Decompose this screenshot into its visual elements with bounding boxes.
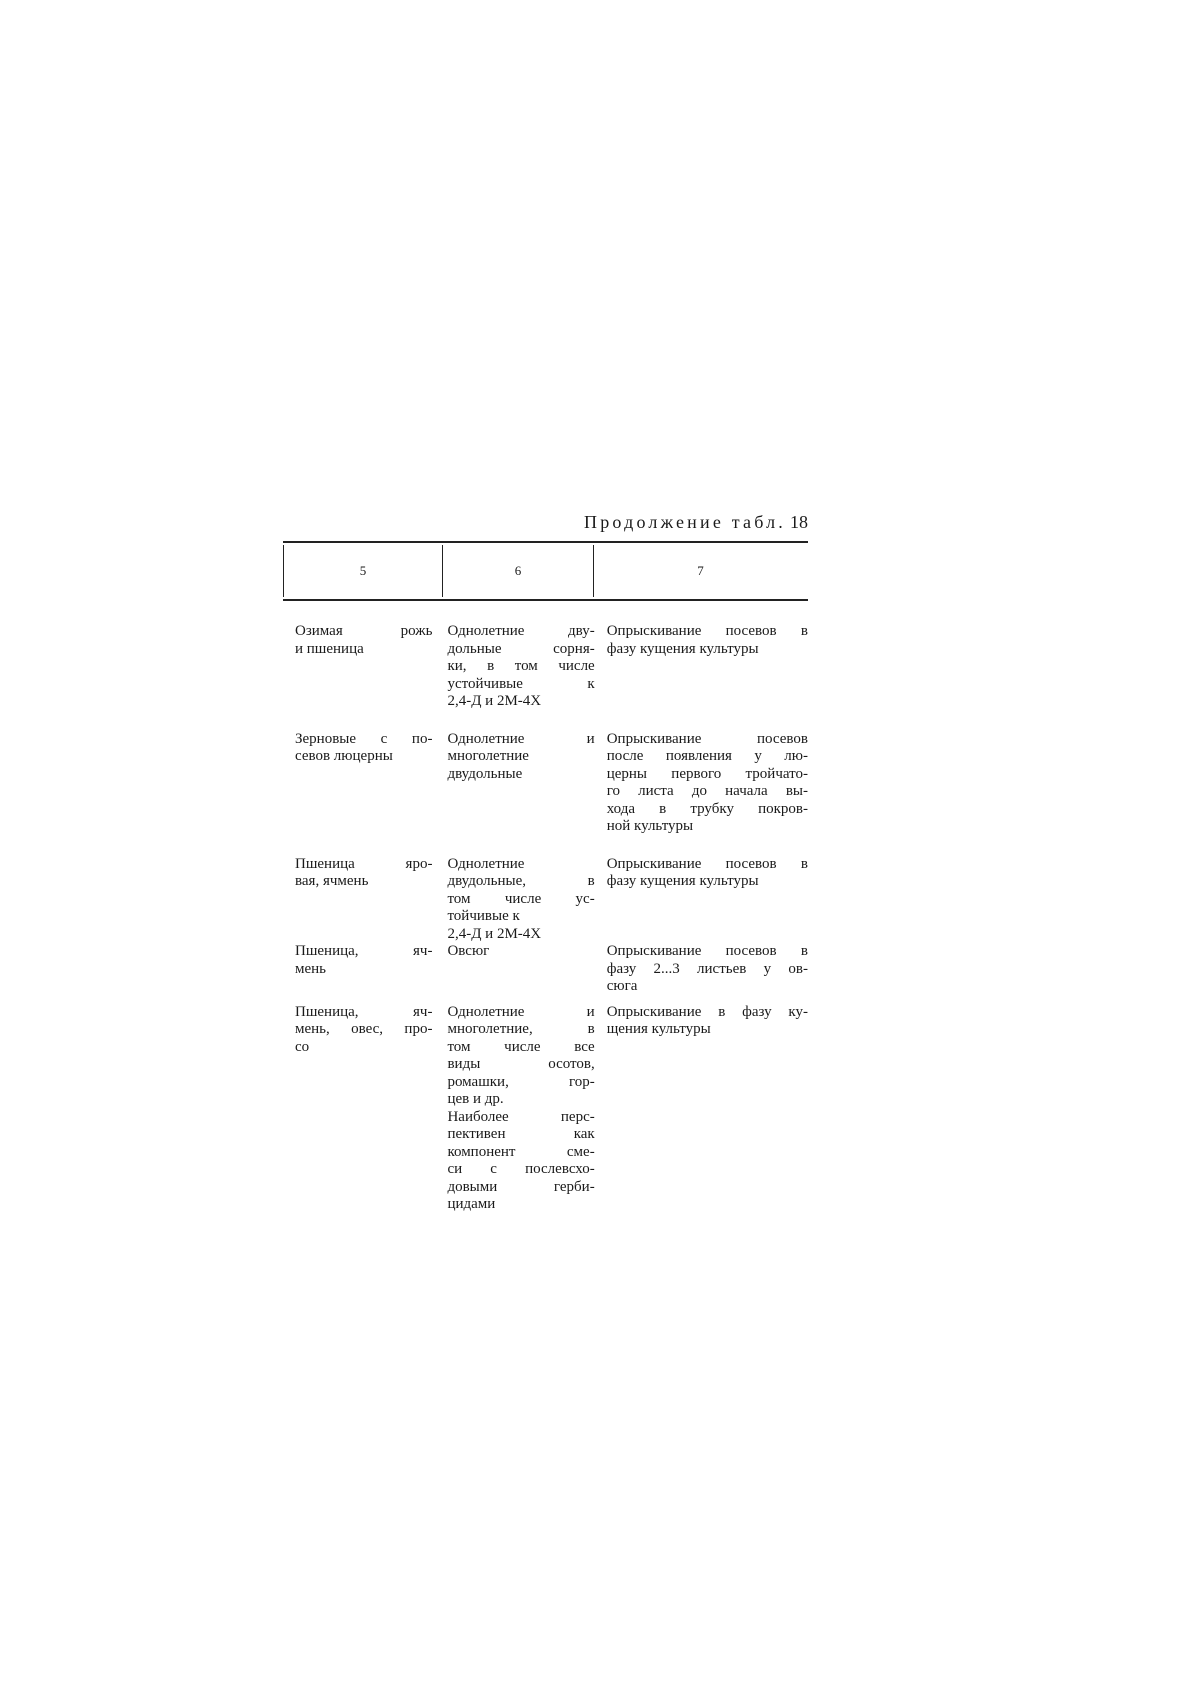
cell-line: том числе ус-: [447, 890, 595, 907]
table-cell-7: [595, 856, 808, 944]
cell-line: вая, ячмень: [295, 873, 369, 889]
cell-line: многолетние, в: [447, 1021, 595, 1037]
cell-line: довыми герби-: [447, 1178, 595, 1195]
cell-line: мень: [295, 960, 327, 977]
table-body: [283, 623, 808, 1214]
cell-line: компонент сме-: [447, 1143, 595, 1160]
cell-line: 2,4-Д и 2М-4Х: [447, 925, 542, 942]
cell-line: цев и др.: [447, 1091, 504, 1107]
cell-line: тойчивые к: [447, 908, 520, 924]
cell-line: Опрыскивание в фазу ку-: [606, 1003, 808, 1020]
table-page: [283, 512, 808, 1214]
cell-line: ной культуры: [606, 818, 694, 834]
cell-line: Опрыскивание посевов в: [606, 623, 808, 639]
table-cell-7: [595, 731, 808, 836]
cell-line: фазу кущения культуры: [606, 873, 759, 889]
cell-line: Опрыскивание посевов в: [606, 855, 808, 872]
cell-line: Зерновые с по-: [295, 730, 433, 747]
cell-line: фазу 2...3 листьев у ов-: [606, 960, 808, 977]
cell-line: мень, овес, про-: [295, 1021, 433, 1037]
table-cell-5: [283, 731, 432, 836]
cell-line: Наиболее перс-: [447, 1108, 595, 1125]
cell-line: го листа до начала вы-: [606, 783, 808, 799]
table-cell-7: [595, 1004, 808, 1214]
cell-line: и пшеница: [295, 640, 364, 657]
cell-line: хода в трубку покров-: [606, 800, 808, 817]
cell-line: Пшеница, яч-: [295, 943, 433, 959]
table-cell-7: [595, 623, 808, 711]
header-col-6: 6: [442, 545, 593, 597]
cell-line: Овсюг: [447, 943, 490, 959]
table-row: [283, 731, 808, 836]
table-cell-6: [432, 1004, 594, 1214]
cell-line: Озимая рожь: [295, 623, 433, 639]
header-col-5: 5: [283, 545, 442, 597]
table-caption: [283, 512, 808, 533]
cell-line: Однолетние: [447, 855, 525, 872]
cell-line: виды осотов,: [447, 1056, 595, 1072]
table-row: [283, 856, 808, 944]
cell-line: Пшеница, яч-: [295, 1003, 433, 1020]
cell-line: сюга: [606, 978, 638, 994]
cell-line: 2,4-Д и 2М-4Х: [447, 693, 542, 709]
caption-number: 18: [790, 512, 808, 532]
cell-line: севов люцерны: [295, 748, 393, 764]
cell-line: со: [295, 1038, 310, 1055]
cell-line: церны первого тройчато-: [606, 765, 808, 782]
table-cell-5: [283, 1004, 432, 1214]
table-row: [283, 623, 808, 711]
cell-line: двудольные, в: [447, 873, 595, 889]
cell-line: Однолетние и: [447, 730, 595, 747]
cell-line: двудольные: [447, 765, 523, 782]
cell-line: си с послевсхо-: [447, 1161, 595, 1177]
table-cell-6: [432, 943, 594, 996]
cell-line: фазу кущения культуры: [606, 640, 759, 657]
cell-line: устойчивые к: [447, 675, 595, 692]
cell-line: после появления у лю-: [606, 748, 808, 764]
table-header: [283, 543, 808, 601]
cell-line: Пшеница яро-: [295, 855, 433, 872]
table-cell-6: [432, 856, 594, 944]
table-row: [283, 943, 808, 996]
caption-text: Продолжение табл.: [584, 512, 786, 532]
cell-line: том числе все: [447, 1038, 595, 1055]
cell-line: Однолетние дву-: [447, 623, 595, 639]
cell-line: ромашки, гор-: [447, 1073, 595, 1090]
table-cell-5: [283, 623, 432, 711]
table-cell-5: [283, 856, 432, 944]
cell-line: многолетние: [447, 748, 529, 764]
cell-line: пективен как: [447, 1126, 595, 1142]
cell-line: цидами: [447, 1196, 496, 1212]
table-cell-6: [432, 731, 594, 836]
table-cell-7: [595, 943, 808, 996]
cell-line: Опрыскивание посевов: [606, 730, 808, 747]
table-cell-5: [283, 943, 432, 996]
cell-line: Однолетние и: [447, 1003, 595, 1020]
header-col-7: 7: [593, 545, 807, 597]
cell-line: щения культуры: [606, 1021, 711, 1037]
cell-line: Опрыскивание посевов в: [606, 943, 808, 959]
table-row: [283, 1004, 808, 1214]
table-cell-6: [432, 623, 594, 711]
cell-line: ки, в том числе: [447, 658, 595, 674]
cell-line: дольные сорня-: [447, 640, 595, 657]
